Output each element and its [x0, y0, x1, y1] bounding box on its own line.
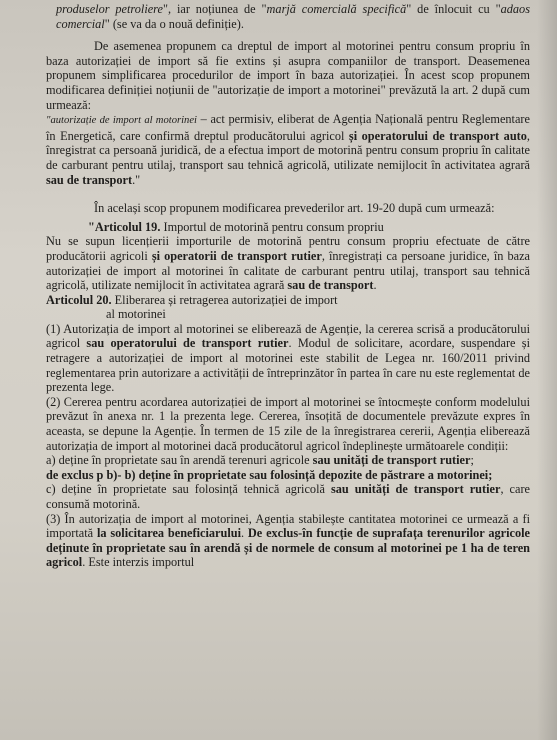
condition-b: de exclus p b)- b) deține în proprietate sau folosință depozite de păstrare a motorinei; [46, 467, 493, 482]
article-20-paragraph-3: (3) În autorizația de import al motorinei, Agenția stabilește cantitatea motorinei ce urmează a fi importată la solicitarea beneficiarului. De exclus-în funcție de suprafața terenurilor agricole deținute în proprietate sau în arendă și de normele de consum al motorinei pe 1 ha de teren agricol. Este interzis importul [46, 511, 530, 570]
condition-c: c) deține în proprietate sau folosință tehnică agricolă sau unități de transport rutier, care consumă motorină. [46, 482, 530, 511]
article-19-body: Nu se supun licențierii importurile de motorină pentru consum propriu efectuate de către producătorii agricoli și operatorii de transport rutier, înregistrați ca persoane juridice, în baza autorizației de import al motorinei în calitate de carburant pentru utilaj, transport sau tehnică agricolă, utilizate nemijlocit în activitatea agrară sau de transport. [46, 234, 530, 293]
definition-paragraph: "autorizație de import al motorinei – act permisiv, eliberat de Agenția Națională pentru Reglementare în Energetică, care confirmă dreptul producătorului agricol și operatorului de transport auto, înregistrat ca persoană juridică, de a efectua import de motorină pentru consum propriu în calitate de carburant pentru utilaj, transport sau tehnică agricolă, utilizate nemijlocit în activitatea agrară sau de transport." [46, 112, 530, 187]
italic-term: produselor petroliere [56, 2, 163, 16]
article-20-paragraph-2: (2) Cererea pentru acordarea autorizației de import al motorinei se întocmește conform modelului prevăzut în anexa nr. 1 la prezenta lege. Cererea, însoțită de documentele prevăzute expres în aceasta, se depune la Agenție. În termen de 15 zile de la înregistrarea cererii, Agenția eliberează autorizația de import al motorinei dacă producătorul agricol îndeplinește următoarele condiții: [46, 394, 530, 453]
article-19-title: "Articolul 19. Importul de motorină pentru consum propriu [88, 219, 384, 234]
article-20-title-line2: al motorinei [106, 307, 166, 322]
condition-a: a) deține în proprietate sau în arendă terenuri agricole sau unități de transport rutier; [46, 453, 474, 468]
page-shadow [537, 0, 557, 740]
document-text [46, 2, 530, 570]
paragraph-intro: produselor petroliere", iar noțiunea de "marjă comercială specifică" de înlocuit cu "adaos comercial" (se va da o nouă definiție). [56, 2, 530, 31]
paragraph-proposal: De asemenea propunem ca dreptul de import al motorinei pentru consum propriu în baza autorizației de import să fie extins și asupra companiilor de transport. Deasemenea propunem simplificarea procedurilor de import în baza autorizației. În acest scop propunem modificarea definiției noțiunii de "autorizație de import a motorinei" prevăzută la art. 2 după cum urmează: [46, 39, 530, 112]
article-20-paragraph-1: (1) Autorizația de import al motorinei se eliberează de Agenție, la cererea scrisă a producătorului agricol sau operatorului de transport rutier. Modul de solicitare, acordare, suspendare și retragere a autorizației de import al motorinei este stabilit de Legea nr. 160/2011 privind reglementarea prin autorizare a activității de întreprinzător în partea în care nu este reglementat de prezenta lege. [46, 321, 530, 395]
article-20-title: Articolul 20. Eliberarea și retragerea autorizației de import [46, 292, 338, 307]
paragraph-same-scope: În același scop propunem modificarea prevederilor art. 19-20 după cum urmează: [94, 201, 495, 216]
